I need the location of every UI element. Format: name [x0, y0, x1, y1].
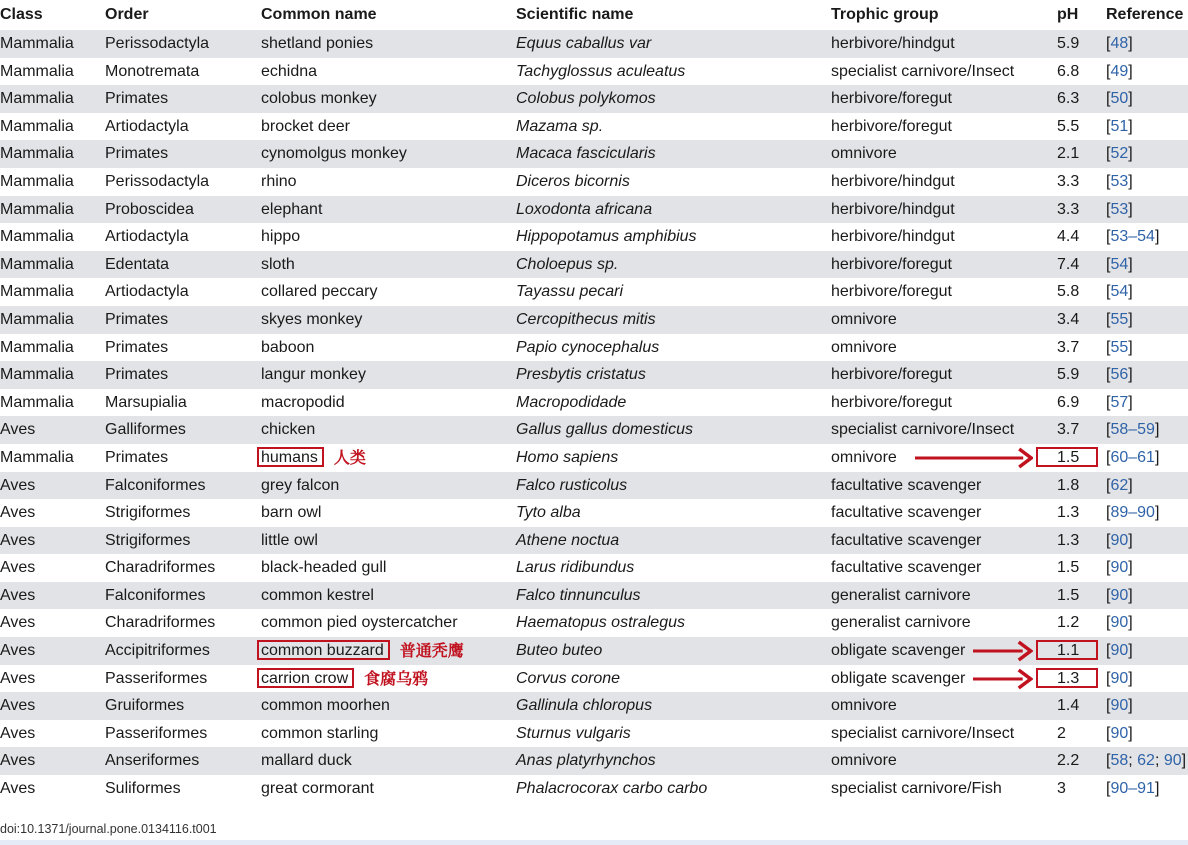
cell-class: Aves [0, 421, 36, 439]
table-row [0, 278, 1188, 306]
cell-ph: 2.2 [1057, 752, 1080, 770]
reference-link[interactable]: 90 [1110, 642, 1129, 660]
cell-reference: [56] [1106, 366, 1133, 384]
bottom-bar [0, 840, 1188, 845]
cell-common-name: langur monkey [261, 366, 366, 384]
cell-class: Mammalia [0, 90, 74, 108]
reference-link[interactable]: 62 [1137, 752, 1155, 770]
cell-reference: [55] [1106, 310, 1133, 328]
cell-common-name: chicken [261, 421, 316, 439]
cell-class: Mammalia [0, 393, 74, 411]
cell-class: Aves [0, 780, 36, 798]
table-row [0, 168, 1188, 196]
cell-reference: [53–54] [1106, 228, 1160, 246]
cell-class: Aves [0, 504, 36, 522]
cell-trophic-group: omnivore [831, 338, 897, 356]
cell-reference: [51] [1106, 117, 1133, 135]
table-row [0, 720, 1188, 748]
cell-trophic-group: generalist carnivore [831, 614, 971, 632]
table-row [0, 747, 1188, 775]
table-row [0, 582, 1188, 610]
cell-ph: 1.1 [1057, 642, 1080, 660]
highlight-box-ph [1036, 668, 1098, 688]
cell-common-name: humans [261, 448, 318, 466]
cell-common-name: common moorhen [261, 697, 390, 715]
cell-order: Primates [105, 310, 169, 328]
cell-scientific-name: Falco rusticolus [516, 476, 628, 494]
cell-order: Suliformes [105, 780, 181, 798]
reference-link[interactable]: 55 [1110, 338, 1129, 356]
cell-trophic-group: specialist carnivore/Insect [831, 62, 1015, 80]
cell-class: Aves [0, 559, 36, 577]
cell-class: Mammalia [0, 200, 74, 218]
cell-scientific-name: Falco tinnunculus [516, 586, 641, 604]
cell-trophic-group: herbivore/foregut [831, 283, 952, 301]
table-row [0, 775, 1188, 803]
cell-trophic-group: omnivore [831, 145, 897, 163]
reference-link[interactable]: 90 [1110, 724, 1129, 742]
cell-common-name: cynomolgus monkey [261, 145, 407, 163]
cell-trophic-group: herbivore/foregut [831, 393, 952, 411]
cell-reference: [54] [1106, 283, 1133, 301]
cell-common-name: common buzzard [261, 642, 384, 660]
header-ph: pH [1057, 6, 1079, 23]
annotation-label: 普通秃鹰 [399, 641, 464, 661]
cell-ph: 5.5 [1057, 117, 1080, 135]
arrow-icon [973, 665, 1033, 693]
cell-common-name: skyes monkey [261, 310, 363, 328]
doi-caption: doi:10.1371/journal.pone.0134116.t001 [0, 822, 217, 836]
cell-class: Aves [0, 476, 36, 494]
cell-ph: 1.5 [1057, 586, 1080, 604]
cell-scientific-name: Buteo buteo [516, 642, 603, 660]
table-row [0, 692, 1188, 720]
cell-order: Galliformes [105, 421, 186, 439]
cell-reference: [90] [1106, 559, 1133, 577]
annotation-label: 人类 [333, 447, 366, 467]
cell-order: Artiodactyla [105, 117, 189, 135]
cell-common-name: common starling [261, 724, 379, 742]
cell-common-name: hippo [261, 228, 301, 246]
cell-trophic-group: omnivore [831, 448, 897, 466]
cell-reference: [60–61] [1106, 448, 1160, 466]
cell-trophic-group: omnivore [831, 752, 897, 770]
cell-trophic-group: herbivore/foregut [831, 117, 952, 135]
cell-class: Aves [0, 724, 36, 742]
reference-separator: ; [1128, 752, 1138, 770]
cell-ph: 3.3 [1057, 200, 1080, 218]
cell-ph: 1.5 [1057, 559, 1080, 577]
cell-trophic-group: herbivore/hindgut [831, 200, 955, 218]
cell-class: Aves [0, 752, 36, 770]
header-order: Order [105, 6, 149, 23]
cell-ph: 1.5 [1057, 448, 1080, 466]
cell-ph: 3.3 [1057, 172, 1080, 190]
cell-order: Gruiformes [105, 697, 185, 715]
cell-trophic-group: herbivore/hindgut [831, 172, 955, 190]
cell-reference: [57] [1106, 393, 1133, 411]
cell-scientific-name: Equus caballus var [516, 35, 652, 52]
cell-scientific-name: Colobus polykomos [516, 90, 656, 108]
reference-link[interactable]: 57 [1110, 393, 1129, 411]
cell-scientific-name: Sturnus vulgaris [516, 724, 631, 742]
cell-scientific-name: Presbytis cristatus [516, 366, 646, 384]
cell-reference: [90] [1106, 669, 1133, 687]
reference-link[interactable]: 53–54 [1110, 228, 1155, 246]
reference-link[interactable]: 90 [1163, 752, 1182, 770]
cell-ph: 3.7 [1057, 338, 1080, 356]
reference-link[interactable]: 90 [1110, 531, 1129, 549]
cell-order: Primates [105, 145, 169, 163]
cell-scientific-name: Gallinula chloropus [516, 697, 653, 715]
cell-class: Aves [0, 614, 36, 632]
reference-link[interactable]: 58–59 [1110, 421, 1155, 439]
highlight-box-common-name [257, 668, 354, 688]
table-row [0, 113, 1188, 141]
cell-common-name: collared peccary [261, 283, 378, 301]
table-row [0, 499, 1188, 527]
reference-link[interactable]: 90 [1110, 614, 1129, 632]
cell-class: Mammalia [0, 228, 74, 246]
cell-trophic-group: generalist carnivore [831, 586, 971, 604]
cell-scientific-name: Gallus gallus domesticus [516, 421, 693, 439]
cell-trophic-group: facultative scavenger [831, 504, 982, 522]
cell-scientific-name: Loxodonta africana [516, 200, 653, 218]
cell-common-name: little owl [261, 531, 318, 549]
cell-scientific-name: Athene noctua [516, 531, 620, 549]
reference-link[interactable]: 90 [1110, 586, 1129, 604]
cell-scientific-name: Corvus corone [516, 669, 621, 687]
cell-reference: [62] [1106, 476, 1133, 494]
cell-scientific-name: Diceros bicornis [516, 172, 630, 190]
cell-ph: 6.8 [1057, 62, 1080, 80]
cell-reference: [54] [1106, 255, 1133, 273]
table-row [0, 609, 1188, 637]
cell-order: Passeriformes [105, 669, 208, 687]
reference-link[interactable]: 53 [1110, 172, 1129, 190]
cell-ph: 4.4 [1057, 228, 1080, 246]
cell-order: Artiodactyla [105, 228, 189, 246]
cell-reference: [55] [1106, 338, 1133, 356]
cell-order: Charadriformes [105, 614, 216, 632]
cell-ph: 2 [1057, 724, 1066, 742]
cell-trophic-group: herbivore/foregut [831, 90, 952, 108]
reference-link[interactable]: 58 [1110, 752, 1129, 770]
cell-order: Edentata [105, 255, 170, 273]
table-row [0, 58, 1188, 86]
cell-order: Proboscidea [105, 200, 194, 218]
cell-ph: 1.8 [1057, 476, 1080, 494]
cell-ph: 3.4 [1057, 310, 1080, 328]
cell-trophic-group: obligate scavenger [831, 669, 966, 687]
cell-order: Perissodactyla [105, 35, 210, 52]
table-row [0, 554, 1188, 582]
cell-common-name: black-headed gull [261, 559, 387, 577]
cell-order: Primates [105, 366, 169, 384]
cell-class: Mammalia [0, 283, 74, 301]
cell-reference: [52] [1106, 145, 1133, 163]
cell-trophic-group: herbivore/hindgut [831, 35, 955, 52]
cell-trophic-group: obligate scavenger [831, 642, 966, 660]
cell-common-name: baboon [261, 338, 315, 356]
table-row [0, 223, 1188, 251]
cell-reference: [58; 62; 90] [1106, 752, 1187, 770]
cell-trophic-group: herbivore/foregut [831, 255, 952, 273]
reference-link[interactable]: 54 [1110, 255, 1129, 273]
cell-common-name: sloth [261, 255, 295, 273]
cell-reference: [49] [1106, 62, 1133, 80]
cell-common-name: barn owl [261, 504, 322, 522]
reference-link[interactable]: 60–61 [1110, 448, 1155, 466]
cell-class: Mammalia [0, 338, 74, 356]
cell-common-name: grey falcon [261, 476, 340, 494]
cell-common-name: macropodid [261, 393, 345, 411]
cell-common-name: mallard duck [261, 752, 352, 770]
cell-reference: [53] [1106, 200, 1133, 218]
cell-class: Mammalia [0, 366, 74, 384]
table-row [0, 416, 1188, 444]
cell-scientific-name: Tayassu pecari [516, 283, 624, 301]
table-row [0, 30, 1188, 58]
cell-trophic-group: facultative scavenger [831, 559, 982, 577]
cell-reference: [90] [1106, 724, 1133, 742]
cell-scientific-name: Anas platyrhynchos [516, 752, 656, 770]
cell-reference: [58–59] [1106, 421, 1160, 439]
header-class: Class [0, 6, 43, 23]
cell-reference: [90] [1106, 642, 1133, 660]
reference-link[interactable]: 90 [1110, 559, 1129, 577]
cell-order: Monotremata [105, 62, 200, 80]
cell-common-name: colobus monkey [261, 90, 377, 108]
cell-ph: 1.4 [1057, 697, 1080, 715]
cell-scientific-name: Tyto alba [516, 504, 581, 522]
cell-reference: [89–90] [1106, 504, 1160, 522]
cell-class: Aves [0, 642, 36, 660]
arrow-icon [915, 444, 1033, 472]
cell-scientific-name: Tachyglossus aculeatus [516, 62, 686, 80]
cell-order: Artiodactyla [105, 283, 189, 301]
cell-order: Marsupialia [105, 393, 187, 411]
cell-scientific-name: Haematopus ostralegus [516, 614, 685, 632]
cell-ph: 5.9 [1057, 366, 1080, 384]
cell-ph: 5.9 [1057, 35, 1080, 52]
header-trophic-group: Trophic group [831, 6, 939, 23]
cell-scientific-name: Macropodidade [516, 393, 627, 411]
table-row [0, 637, 1188, 665]
cell-order: Primates [105, 90, 169, 108]
cell-order: Charadriformes [105, 559, 216, 577]
cell-trophic-group: omnivore [831, 697, 897, 715]
highlight-box-ph [1036, 447, 1098, 467]
cell-scientific-name: Mazama sp. [516, 117, 604, 135]
cell-order: Perissodactyla [105, 172, 210, 190]
cell-class: Aves [0, 697, 36, 715]
cell-reference: [90] [1106, 586, 1133, 604]
cell-class: Mammalia [0, 448, 74, 466]
reference-link[interactable]: 90 [1110, 697, 1129, 715]
reference-separator: ; [1154, 752, 1164, 770]
cell-ph: 1.2 [1057, 614, 1080, 632]
cell-reference: [48] [1106, 35, 1133, 52]
cell-common-name: elephant [261, 200, 323, 218]
cell-ph: 5.8 [1057, 283, 1080, 301]
reference-link[interactable]: 54 [1110, 283, 1129, 301]
cell-class: Aves [0, 586, 36, 604]
cell-trophic-group: facultative scavenger [831, 531, 982, 549]
cell-common-name: carrion crow [261, 669, 349, 687]
reference-link[interactable]: 90 [1110, 669, 1129, 687]
cell-common-name: common pied oystercatcher [261, 614, 458, 632]
cell-trophic-group: herbivore/foregut [831, 366, 952, 384]
table-row [0, 140, 1188, 168]
reference-link[interactable]: 89–90 [1110, 504, 1155, 522]
cell-scientific-name: Phalacrocorax carbo carbo [516, 780, 708, 798]
cell-class: Mammalia [0, 145, 74, 163]
table-row [0, 665, 1188, 693]
cell-ph: 3.7 [1057, 421, 1080, 439]
table-row [0, 389, 1188, 417]
cell-order: Falconiformes [105, 476, 206, 494]
cell-trophic-group: facultative scavenger [831, 476, 982, 494]
table-row [0, 361, 1188, 389]
reference-link[interactable]: 53 [1110, 200, 1129, 218]
cell-scientific-name: Larus ridibundus [516, 559, 635, 577]
cell-scientific-name: Choloepus sp. [516, 255, 619, 273]
cell-order: Primates [105, 338, 169, 356]
table-row [0, 251, 1188, 279]
cell-reference: [90–91] [1106, 780, 1160, 798]
cell-order: Primates [105, 448, 169, 466]
reference-link[interactable]: 62 [1110, 476, 1129, 494]
cell-class: Mammalia [0, 310, 74, 328]
header-scientific-name: Scientific name [516, 6, 634, 23]
cell-ph: 1.3 [1057, 504, 1080, 522]
reference-link[interactable]: 56 [1110, 366, 1129, 384]
reference-link[interactable]: 49 [1110, 62, 1129, 80]
cell-scientific-name: Papio cynocephalus [516, 338, 660, 356]
table-row [0, 85, 1188, 113]
cell-ph: 6.9 [1057, 393, 1080, 411]
cell-ph: 2.1 [1057, 145, 1080, 163]
annotation-label: 食腐乌鸦 [364, 668, 429, 688]
cell-common-name: shetland ponies [261, 35, 374, 52]
cell-reference: [50] [1106, 90, 1133, 108]
cell-trophic-group: specialist carnivore/Insect [831, 421, 1015, 439]
reference-link[interactable]: 55 [1110, 310, 1129, 328]
cell-common-name: rhino [261, 172, 297, 190]
table-row [0, 472, 1188, 500]
cell-reference: [53] [1106, 172, 1133, 190]
reference-link[interactable]: 48 [1110, 35, 1129, 52]
cell-ph: 1.3 [1057, 669, 1080, 687]
cell-trophic-group: omnivore [831, 310, 897, 328]
cell-ph: 7.4 [1057, 255, 1080, 273]
highlight-box-common-name [257, 640, 390, 660]
cell-trophic-group: specialist carnivore/Fish [831, 780, 1002, 798]
table-row [0, 334, 1188, 362]
cell-order: Strigiformes [105, 504, 191, 522]
cell-ph: 6.3 [1057, 90, 1080, 108]
table-row [0, 196, 1188, 224]
table-body [0, 30, 1188, 803]
cell-reference: [90] [1106, 614, 1133, 632]
table-row [0, 306, 1188, 334]
cell-trophic-group: herbivore/hindgut [831, 228, 955, 246]
cell-class: Mammalia [0, 117, 74, 135]
table-row [0, 527, 1188, 555]
cell-order: Falconiformes [105, 586, 206, 604]
header-common-name: Common name [261, 6, 377, 23]
highlight-box-ph [1036, 640, 1098, 660]
cell-ph: 1.3 [1057, 531, 1080, 549]
cell-order: Accipitriformes [105, 642, 210, 660]
table-row [0, 444, 1188, 472]
cell-class: Mammalia [0, 255, 74, 273]
cell-common-name: great cormorant [261, 780, 374, 798]
table-header-row [0, 0, 1188, 30]
arrow-icon [973, 637, 1033, 665]
cell-trophic-group: specialist carnivore/Insect [831, 724, 1015, 742]
cell-order: Passeriformes [105, 724, 208, 742]
cell-class: Mammalia [0, 172, 74, 190]
cell-common-name: common kestrel [261, 586, 374, 604]
cell-common-name: brocket deer [261, 117, 350, 135]
cell-scientific-name: Macaca fascicularis [516, 145, 656, 163]
reference-link[interactable]: 51 [1110, 117, 1129, 135]
cell-class: Aves [0, 531, 36, 549]
cell-class: Aves [0, 669, 36, 687]
cell-common-name: echidna [261, 62, 318, 80]
reference-link[interactable]: 90–91 [1110, 780, 1155, 798]
cell-scientific-name: Homo sapiens [516, 448, 619, 466]
cell-ph: 3 [1057, 780, 1066, 798]
cell-scientific-name: Cercopithecus mitis [516, 310, 656, 328]
cell-scientific-name: Hippopotamus amphibius [516, 228, 697, 246]
cell-order: Strigiformes [105, 531, 191, 549]
reference-link[interactable]: 52 [1110, 145, 1129, 163]
reference-link[interactable]: 50 [1110, 90, 1129, 108]
highlight-box-common-name [257, 447, 324, 467]
cell-class: Mammalia [0, 35, 74, 52]
cell-order: Anseriformes [105, 752, 200, 770]
cell-reference: [90] [1106, 697, 1133, 715]
cell-class: Mammalia [0, 62, 74, 80]
cell-reference: [90] [1106, 531, 1133, 549]
header-reference: Reference [1106, 6, 1184, 23]
